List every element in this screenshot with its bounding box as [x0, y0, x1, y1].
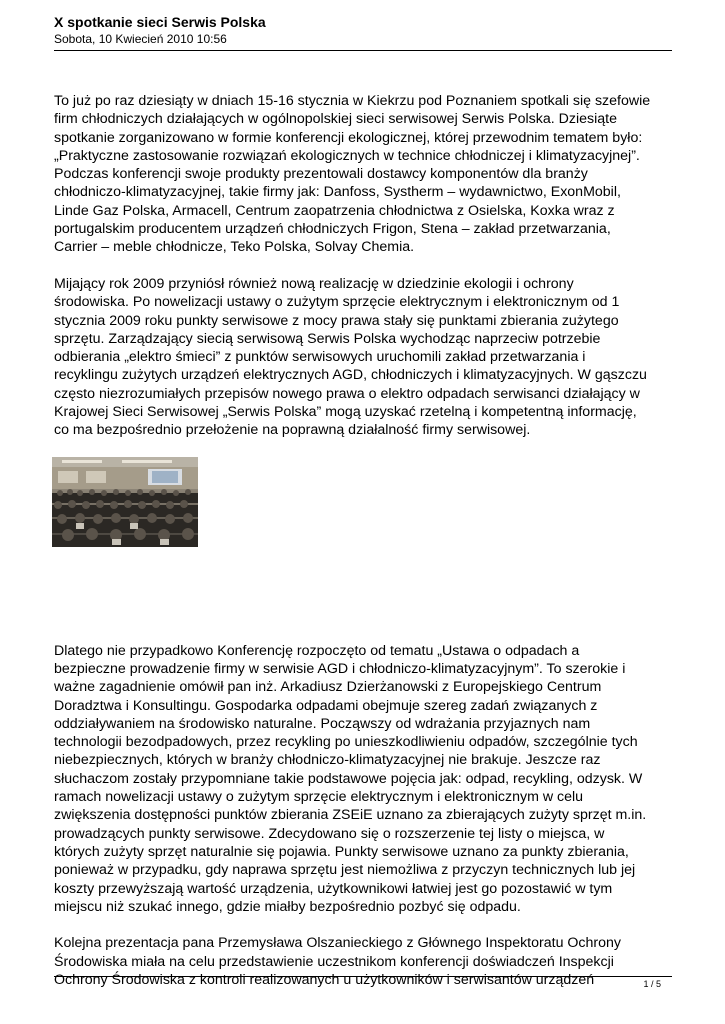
paragraph-gap — [54, 257, 680, 275]
paragraph-inspection: Kolejna prezentacja pana Przemysława Olszanieckiego z Głównego Inspektoratu Ochrony Środowiska miała na celu przedstawienie uczestnikom konferencji doświadczeń Inspekcji Ochrony Środowiska z kontroli realizowanych u użytkowników i serwisantów urządzeń — [54, 935, 622, 988]
footer-divider — [54, 976, 672, 977]
document-date: Sobota, 10 Kwiecień 2010 10:56 — [54, 32, 227, 46]
paragraph-waste-law: Dlatego nie przypadkowo Konferencję rozpoczęto od tematu „Ustawa o odpadach a bezpieczne prowadzenie firmy w serwisie AGD i chłodniczo-klimatyzacyjnym”. To szerokie i ważne zagadnienie omówił pan inż. Arkadiusz Dzierżanowski z Europejskiego Centrum Doradztwa i Konsultingu. Gospodarka odpadami obejmuje szereg zadań związanych z oddziaływaniem na środowisko naturalne. Począwszy od wdrażania przyjaznych nam technologii bezodpadowych, przez recykling po unieszkodliwieniu odpadów, szczególnie tych niebezpiecznych, których w branży chłodniczo-klimatyzacyjnej nie brakuje. Jeszcze raz słuchaczom zostały przypomniane takie podstawowe pojęcia jak: odpad, recykling, odzysk. W ramach nowelizacji ustawy o zużytym sprzęcie elektrycznym i elektronicznym w celu zwiększenia dostępności punktów zbierania ZSEiE uznano za zbierających zużyty sprzęt m.in. prowadzących punkty serwisowe. Zdecydowano się o rozszerzenie tej listy o miejsca, w których zużyty sprzęt naturalnie się pojawia. Punkty serwisowe uznano za punkty zbierania, ponieważ w przypadku, gdy naprawa sprzętu jest niemożliwa z przyczyn technicznych lub jej koszty przewyższają wartość urządzenia, użytkownikowi łatwiej jest go pozostawić w tym miejscu niż szukać innego, gdzie miałby bezpośrednio pozbyć się odpadu. — [54, 642, 647, 915]
conference-photo — [52, 457, 198, 547]
paragraph-intro: To już po raz dziesiąty w dniach 15-16 stycznia w Kiekrzu pod Poznaniem spotkali się szefowie firm chłodniczych działających w ogólnopolskiej sieci serwisowej Serwis Polska. Dziesiąte spotkanie zorganizowano w formie konferencji ekologicznej, której przewodnim tematem było: „Praktyczne zastosowanie rozwiązań ekologicznych w technice chłodniczej i klimatyzacyjnej”. Podczas konferencji swoje produkty prezentowali dostawcy komponentów dla branży chłodniczo-klimatyzacyjnej, takie firmy jak: Danfoss, Systherm – wydawnictwo, ExonMobil, Linde Gaz Polska, Armacell, Centrum zaopatrzenia chłodnictwa z Osielska, Koxka wraz z portugalskim producentem urządzeń chłodniczych Frigon, Stena – zakład przetwarzania, Carrier – meble chłodnicze, Teko Polska, Solvay Chemia. — [54, 93, 651, 256]
document-header — [54, 14, 672, 47]
document-title: X spotkanie sieci Serwis Polska — [54, 14, 266, 30]
paragraph-gap — [54, 916, 680, 934]
page-number: 1 / 5 — [643, 979, 661, 989]
header-divider — [54, 50, 672, 51]
paragraph-recycling: Mijający rok 2009 przyniósł również nową realizację w dziedzinie ekologii i ochrony środowiska. Po nowelizacji ustawy o zużytym sprzęcie elektrycznym i elektronicznym od 1 stycznia 2009 roku punkty serwisowe z mocy prawa stały się punktami zbierania zużytego sprzętu. Zarządzający siecią serwisową Serwis Polska wychodząc naprzeciw potrzebie odbierania „elektro śmieci” z punktów serwisowych uruchomili zakład przetwarzania i recyklingu zużytych urządzeń elektrycznych AGD, chłodniczych i klimatyzacyjnych. W gąszczu często niezrozumiałych przepisów nowego prawa o elektro odpadach serwisanci działający w Krajowej Sieci Serwisowej „Serwis Polska” mogą uzyskać rzetelną i kompetentną informację, co ma bezpośrednio przełożenie na poprawną działalność firmy serwisowej. — [54, 275, 647, 439]
